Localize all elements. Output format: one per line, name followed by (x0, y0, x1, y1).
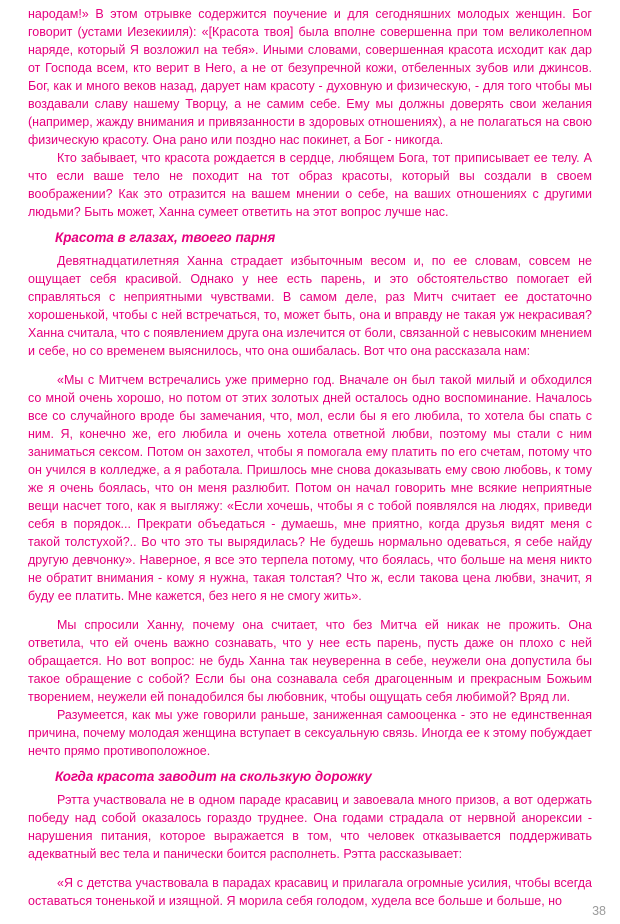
paragraph: народам!» В этом отрывке содержится поучение и для сегодняшних молодых женщин. Бог говорит (устами Иезекииля): «[Красота твоя] была вполне совершенна при том великолепном наряде, который Я возложил на тебя». Иными словами, совершенная красота исходит как дар от Господа всем, кто верит в Него, а не от безупречной кожи, отбеленных зубов или джинсов. Бог, как и много веков назад, дарует нам красоту - духовную и физическую, - для того чтобы мы воздавали славу нашему Творцу, а не самим себе. Ему мы должны доверять свои желания (например, жажду внимания и привязанности в здоровых отношениях), а не полагаться на свою физическую красоту. Она рано или поздно нас покинет, а Бог - никогда. (28, 7, 592, 147)
section-heading: Красота в глазах, твоего парня (55, 230, 276, 245)
paragraph: Разумеется, как мы уже говорили раньше, заниженная самооценка - это не единственная причина, почему молодая женщина вступает в сексуальную связь. Иногда ее к этому побуждает нечто прямо противоположное. (28, 708, 592, 758)
paragraph: Мы спросили Ханну, почему она считает, что без Митча ей никак не прожить. Она ответила, что ей очень важно сознавать, что у нее есть парень, пусть даже он плохо с ней обращается. Но вот вопрос: не будь Ханна так неуверенна в себе, неужели она допустила бы такое обращение с собой? Если бы она сознавала себя драгоценным и прекрасным Божьим творением, неужели ей понадобился бы любовник, чтобы ощущать себя любимой? Вряд ли. (28, 618, 592, 704)
page-number: 38 (592, 904, 606, 918)
paragraph: Рэтта участвовала не в одном параде красавиц и завоевала много призов, а вот одержать победу над собой оказалось гораздо труднее. Она годами страдала от нервной анорексии - нарушения питания, которое выражается в том, что человек отказывается поддерживать адекватный вес тела и панически боится располнеть. Рэтта рассказывает: (28, 793, 592, 861)
paragraph: Кто забывает, что красота рождается в сердце, любящем Бога, тот приписывает ее телу. А что если ваше тело не походит на тот образ красоты, который вы создали в своем воображении? Как это отразится на вашем мнении о себе, на ваших отношениях с другими людьми? Быть может, Ханна сумеет ответить на этот вопрос лучше нас. (28, 151, 592, 219)
paragraph: Девятнадцатилетняя Ханна страдает избыточным весом и, по ее словам, совсем не ощущает себя красивой. Однако у нее есть парень, и это обстоятельство помогает ей справляться с неприятными чувствами. В самом деле, раз Митч считает ее достаточно хорошенькой, чтобы с ней встречаться, то, может быть, она и вправду не такая уж некрасивая? Ханна считала, что с появлением друга она излечится от боли, связанной с невысоким мнением и себе, но со временем выяснилось, что она ошибалась. Вот что она рассказала нам: (28, 254, 592, 358)
book-page (28, 5, 592, 921)
section-heading: Когда красота заводит на скользкую дорожку (55, 769, 372, 784)
quote-paragraph: «Я с детства участвовала в парадах красавиц и прилагала огромные усилия, чтобы всегда оставаться тоненькой и изящной. Я морила себя голодом, худела все больше и больше, но (28, 876, 592, 908)
quote-paragraph: «Мы с Митчем встречались уже примерно год. Вначале он был такой милый и обходился со мной очень хорошо, но потом от этих золотых дней осталось одно воспоминание. Началось все со случайного вроде бы замечания, что, мол, если бы я его любила, то хотела бы спать с ним. Я, конечно же, его любила и очень хотела ответной любви, поэтому мы стали с ним заниматься сексом. Потом он захотел, чтобы я помогала ему платить по его счетам, потому что он учился в колледже, а я работала. Пришлось мне снова доказывать ему свою любовь, к тому же я очень боялась, что он меня разлюбит. Потом он начал говорить мне всякие неприятные вещи насчет того, как я выгляжу: «Если хочешь, чтобы я с тобой появлялся на людях, приведи себя в порядок... Прекрати объедаться - думаешь, мне приятно, когда друзья видят меня с такой толстухой?.. Во что это ты вырядилась? Не будешь нормально одеваться, я себе найду другую девчонку». Наверное, я все это терпела потому, что боялась, что больше на меня никто не обратит внимания - кому я нужна, такая толстая? Что ж, если такова цена любви, значит, я буду ее платить. Мне кажется, без него я не смогу жить». (28, 373, 592, 603)
